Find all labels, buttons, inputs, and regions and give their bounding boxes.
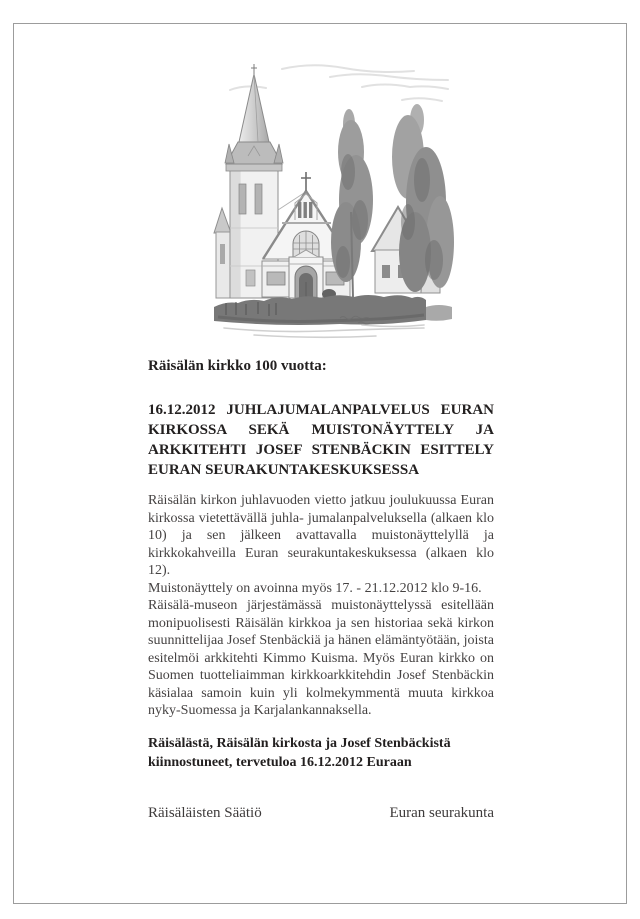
closing-invitation: Räisälästä, Räisälän kirkosta ja Josef Stenbäckistä kiinnostuneet, tervetuloa 16.12.2012 Euraan bbox=[148, 735, 451, 770]
page-title: Räisälän kirkko 100 vuotta: bbox=[148, 358, 327, 374]
signatories-row bbox=[148, 805, 494, 823]
church-sketch-illustration bbox=[212, 60, 456, 350]
document-text-column bbox=[148, 357, 494, 822]
body-paragraph: Muistonäyttely on avoinna myös 17. - 21.12.2012 klo 9-16. bbox=[148, 580, 482, 596]
body-paragraph: Räisälän kirkon juhlavuoden vietto jatkuu joulukuussa Euran kirkossa vietettävällä juhla- jumalanpalveluksella (alkaen klo 10) ja sen jälkeen avattavalla muistonäyttelyllä ja kirkkokahveilla Euran seurakuntakeskuksessa (alkaen klo 12). bbox=[148, 493, 494, 578]
sky-strokes bbox=[230, 65, 448, 101]
signatory-left: Räisäläisten Säätiö bbox=[148, 804, 262, 821]
body-paragraph: Räisälä-museon järjestämässä muistonäyttelyssä esitellään monipuolisesti Räisälän kirkkoa ja sen historiaa sekä kirkon suunnittelijaa Josef Stenbäckiä ja hänen elämäntyötään, joista esitelmöi arkkitehti Kimmo Kuisma. Myös Euran kirkko on Suomen tuotteliaimman kirkkoarkkitehdin Josef Stenbäckin käsialaa samoin kuin yli kolmekymmentä muuta kirkkoa nyky-Suomessa ja Karjalankannaksella. bbox=[148, 598, 494, 718]
annex-turret bbox=[214, 208, 231, 298]
signatory-right: Euran seurakunta bbox=[389, 804, 494, 821]
hedge-and-ground bbox=[214, 295, 452, 337]
event-title-block: 16.12.2012 JUHLAJUMALANPALVELUS EURAN KIRKOSSA SEKÄ MUISTONÄYTTELY JA ARKKITEHTI JOSEF STENBÄCKIN ESITTELY EURAN SEURAKUNTAKESKUKSESSA bbox=[148, 402, 494, 478]
